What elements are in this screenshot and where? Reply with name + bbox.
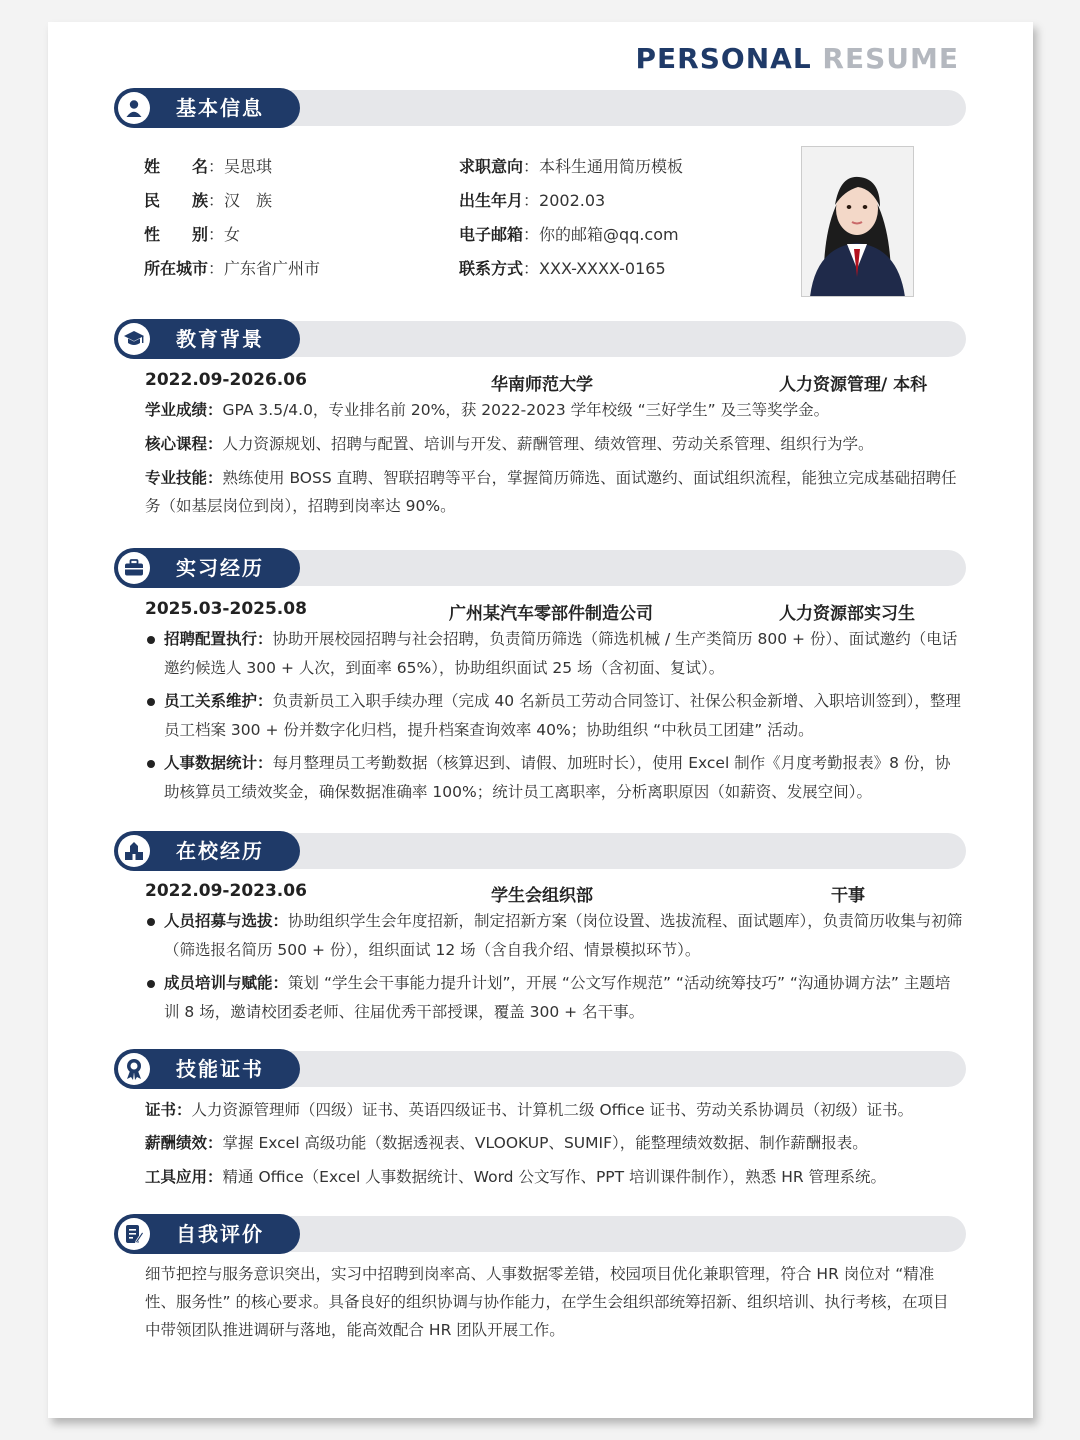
campus-period: 2022.09-2023.06 xyxy=(145,881,307,901)
internship-period: 2025.03-2025.08 xyxy=(145,599,307,619)
self-evaluation-text: 细节把控与服务意识突出，实习中招聘到岗率高、人事数据零差错，校园项目优化兼职管理，符合 HR 岗位对 “精准性、服务性” 的核心要求。具备良好的组织协调与协作能力，在学生会组织部统筹招新、组织培训、执行考核，在项目中带领团队推进调研与落地，能高效配合 HR 团队开展工作。 xyxy=(145,1265,949,1339)
field-birth: 出生年月：2002.03 xyxy=(459,191,606,210)
section-title-education: 教育背景 xyxy=(176,327,264,351)
section-header-self xyxy=(114,1214,966,1254)
education-item: 核心课程：人力资源规划、招聘与配置、培训与开发、薪酬管理、绩效管理、劳动关系管理、组织行为学。 xyxy=(145,435,874,453)
campus-row xyxy=(145,881,963,906)
section-title-basic: 基本信息 xyxy=(176,96,264,120)
field-gender: 性 别：女 xyxy=(144,225,241,244)
section-header-skills xyxy=(114,1049,966,1089)
resume-page xyxy=(48,22,1033,1418)
campus-role: 干事 xyxy=(831,886,865,906)
section-header-campus xyxy=(114,831,966,871)
internship-item: 人事数据统计：每月整理员工考勤数据（核算迟到、请假、加班时长），使用 Excel 制作《月度考勤报表》8 份，协助核算员工绩效奖金，确保数据准确率 100%；统计员工离职率，分析离职原因（如薪资、发展空间）。 xyxy=(145,749,963,807)
graduation-cap-icon xyxy=(118,323,150,355)
briefcase-icon xyxy=(118,552,150,584)
section-title-skills: 技能证书 xyxy=(176,1057,264,1081)
internship-role: 人力资源部实习生 xyxy=(779,604,915,624)
internship-item: 员工关系维护：负责新员工入职手续办理（完成 40 名新员工劳动合同签订、社保公积金新增、入职培训签到），整理员工档案 300 + 份并数字化归档，提升档案查询效率 40%；协助组织 “中秋员工团建” 活动。 xyxy=(145,687,963,745)
education-item: 学业成绩：GPA 3.5/4.0，专业排名前 20%，获 2022-2023 学年校级 “三好学生” 及三等奖学金。 xyxy=(145,401,830,419)
field-email: 电子邮箱：你的邮箱@qq.com xyxy=(459,225,679,244)
internship-row xyxy=(145,599,963,624)
education-item: 专业技能：熟练使用 BOSS 直聘、智联招聘等平台，掌握简历筛选、面试邀约、面试组织流程，能独立完成基础招聘任务（如基层岗位到岗），招聘到岗率达 90%。 xyxy=(145,469,957,515)
skill-item: 工具应用：精通 Office（Excel 人事数据统计、Word 公文写作、PPT 培训课件制作），熟悉 HR 管理系统。 xyxy=(145,1168,887,1186)
internship-company: 广州某汽车零部件制造公司 xyxy=(449,604,653,624)
field-intent: 求职意向：本科生通用简历模板 xyxy=(459,157,684,176)
resume-title xyxy=(636,42,959,75)
resume-title-part1: PERSONAL xyxy=(635,42,812,75)
skill-item: 薪酬绩效：掌握 Excel 高级功能（数据透视表、VLOOKUP、SUMIF），能整理绩效数据、制作薪酬报表。 xyxy=(145,1134,868,1152)
education-row xyxy=(145,370,963,395)
section-header-basic xyxy=(114,88,966,128)
building-icon xyxy=(118,835,150,867)
field-city: 所在城市：广东省广州市 xyxy=(144,259,321,278)
award-badge-icon xyxy=(118,1053,150,1085)
edit-document-icon xyxy=(118,1218,150,1250)
campus-item: 人员招募与选拔：协助组织学生会年度招新，制定招新方案（岗位设置、选拔流程、面试题库），负责简历收集与初筛（筛选报名简历 500 + 份），组织面试 12 场（含自我介绍、情景模拟环节）。 xyxy=(145,907,963,965)
field-phone: 联系方式：XXX-XXXX-0165 xyxy=(459,259,666,278)
campus-item: 成员培训与赋能：策划 “学生会干事能力提升计划”，开展 “公文写作规范” “活动统筹技巧” “沟通协调方法” 主题培训 8 场，邀请校团委老师、往届优秀干部授课，覆盖 300 + 名干事。 xyxy=(145,969,963,1027)
field-ethnic: 民 族：汉 族 xyxy=(144,191,273,210)
internship-item: 招聘配置执行：协助开展校园招聘与社会招聘，负责简历筛选（筛选机械 / 生产类简历 800 + 份）、面试邀约（电话邀约候选人 300 + 人次，到面率 65%），协助组织面试 25 场（含初面、复试）。 xyxy=(145,625,963,683)
profile-photo xyxy=(801,146,914,297)
education-school: 华南师范大学 xyxy=(491,375,593,395)
education-period: 2022.09-2026.06 xyxy=(145,370,307,390)
section-header-internship xyxy=(114,548,966,588)
section-title-campus: 在校经历 xyxy=(176,839,264,863)
field-name: 姓 名：吴思琪 xyxy=(144,157,273,176)
person-icon xyxy=(118,92,150,124)
section-title-internship: 实习经历 xyxy=(176,556,264,580)
resume-title-part2: RESUME xyxy=(822,42,959,75)
section-title-self: 自我评价 xyxy=(176,1222,264,1246)
education-major: 人力资源管理/ 本科 xyxy=(779,375,928,395)
campus-org: 学生会组织部 xyxy=(491,886,593,906)
skill-item: 证书：人力资源管理师（四级）证书、英语四级证书、计算机二级 Office 证书、劳动关系协调员（初级）证书。 xyxy=(145,1101,914,1119)
section-header-education xyxy=(114,319,966,359)
